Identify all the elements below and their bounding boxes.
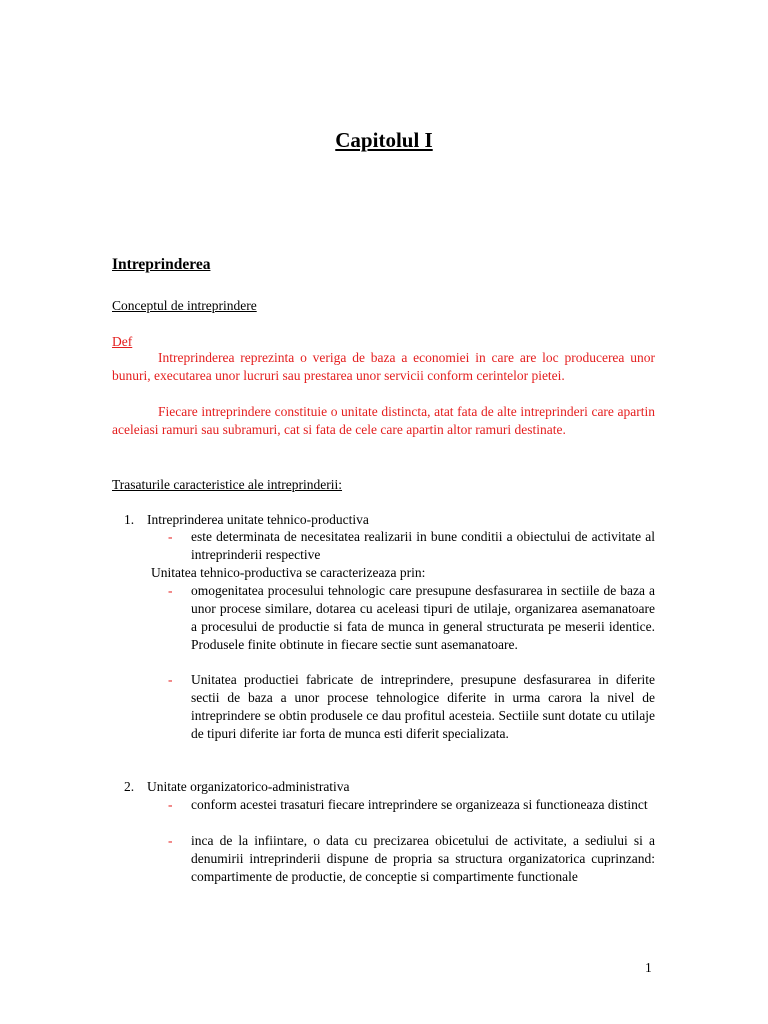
definition-paragraph: Intreprinderea reprezinta o veriga de baza a economiei in care are loc producerea unor bunuri, executarea unor lucruri sau prestarea unor servicii conform cerintelor pietei. (112, 350, 655, 383)
list-number-1: 1. (124, 512, 135, 527)
list-item-title-1: Intreprinderea unitate tehnico-productiva (147, 512, 369, 527)
list-item-title-2: Unitate organizatorico-administrativa (147, 779, 350, 794)
concept-heading: Conceptul de intreprindere (112, 298, 257, 313)
bullet-text: Unitatea productiei fabricate de intreprindere, presupune desfasurarea in diferite sectii de baza a unor procese tehnologice diferite in urma carora la nivel de intreprindere se obtin produsele ce dau profitul acesteia. Sectiile sunt dotate cu utilaje de tipuri diferite iar forta de munca esti diferit specializata. (191, 672, 655, 741)
list-item (168, 671, 655, 743)
section-heading: Intreprinderea (112, 256, 211, 273)
dash-bullet: - (168, 833, 173, 848)
list-item (168, 832, 655, 886)
bullet-text: inca de la infiintare, o data cu precizarea obicetului de activitate, a sediului si a denumirii intreprinderii dispune de propria sa structura organizatorica cuprinzand: compartimente de productie, de conceptie si compartimente functionale (191, 833, 655, 884)
bullet-text: este determinata de necesitatea realizarii in bune conditii a obiectului de activitate al intreprinderii respective (191, 529, 655, 562)
traits-heading: Trasaturile caracteristice ale intreprinderii: (112, 477, 343, 492)
list-item (168, 796, 655, 814)
def-label: Def (112, 334, 133, 349)
dash-bullet: - (168, 672, 173, 687)
page-number: 1 (645, 960, 652, 975)
dash-bullet: - (168, 797, 173, 812)
list-item (168, 528, 655, 564)
chapter-title: Capitolul I (335, 128, 433, 152)
distinct-paragraph: Fiecare intreprindere constituie o unitate distincta, atat fata de alte intreprinderi care apartin aceleiasi ramuri sau subramuri, cat si fata de cele care apartin altor ramuri destinate. (112, 404, 655, 437)
bullet-text: omogenitatea procesului tehnologic care presupune desfasurarea in sectiile de baza a unor procese similare, dotarea cu aceleasi tipuri de utilaje, organizarea asemanatoare a procesului de productie si fata de munca in general structurata pe meserii identice. Produsele finite obtinute in fiecare sectie sunt asemanatoare. (191, 583, 655, 652)
list-number-2: 2. (124, 779, 135, 794)
dash-bullet: - (168, 583, 173, 598)
bullet-text: conform acestei trasaturi fiecare intreprindere se organizeaza si functioneaza distinct (191, 797, 648, 812)
dash-bullet: - (168, 529, 173, 544)
list-item (168, 582, 655, 654)
list-subheading: Unitatea tehnico-productiva se caracterizeaza prin: (151, 565, 426, 580)
